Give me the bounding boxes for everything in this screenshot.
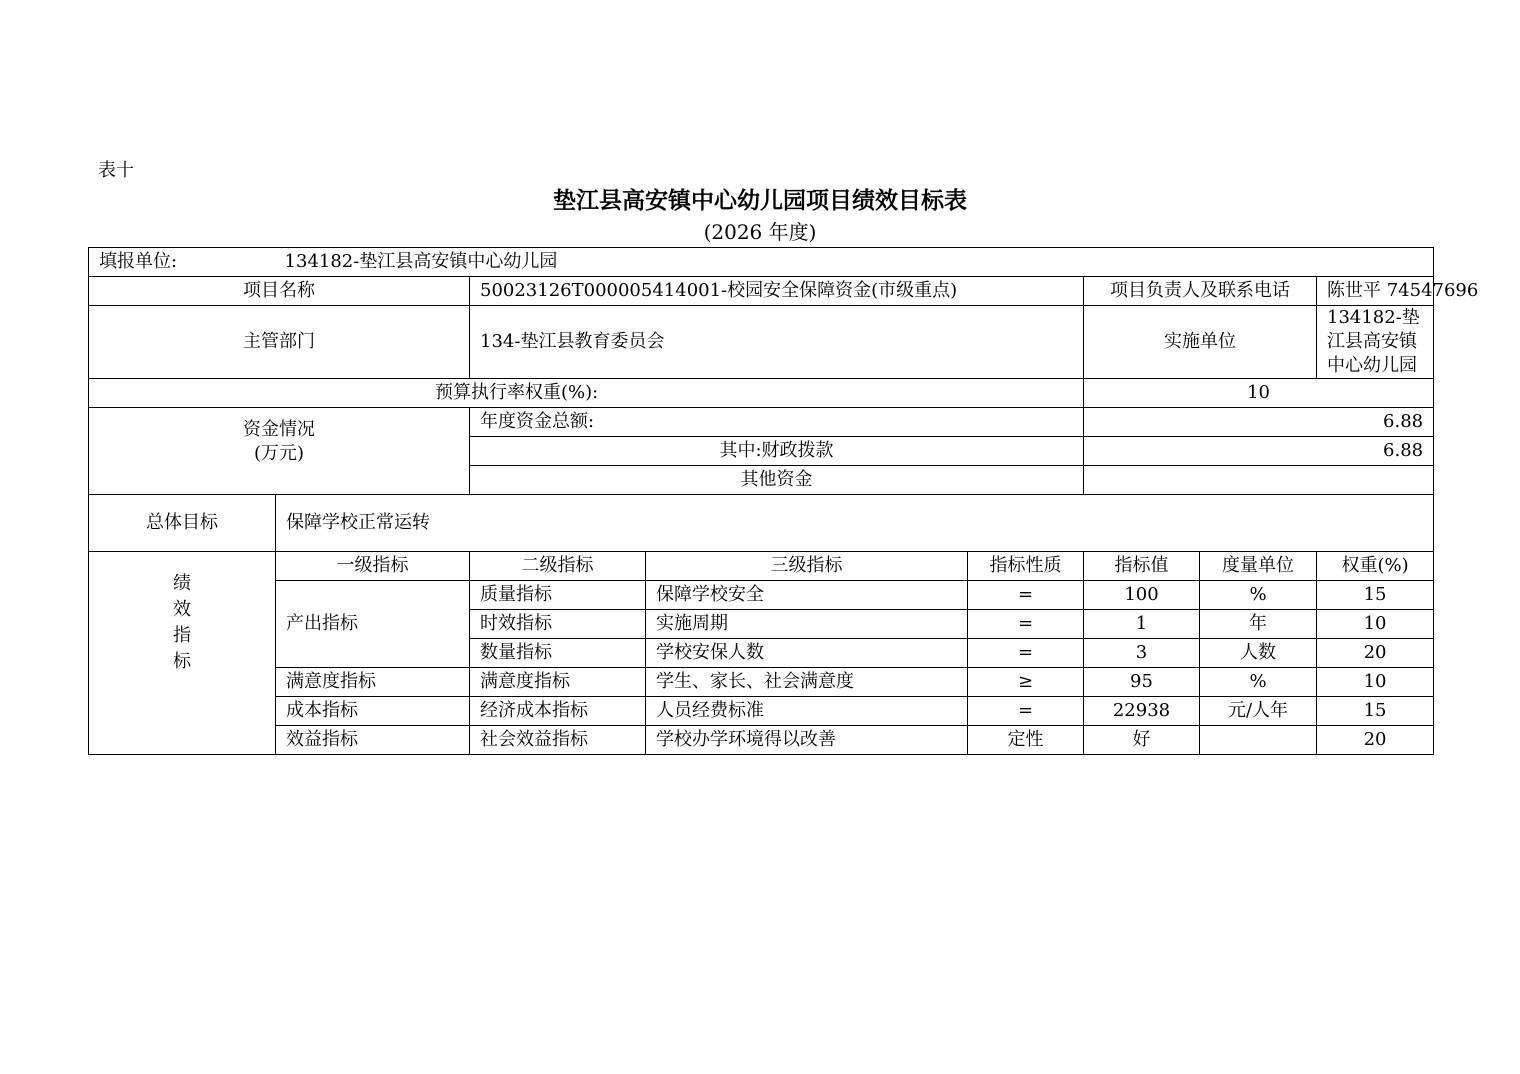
goal-row	[89, 495, 1434, 552]
weight-cell: 20	[1317, 726, 1434, 755]
project-name-value: 50023126T000005414001-校园安全保障资金(市级重点)	[470, 277, 1084, 306]
header-nature: 指标性质	[968, 552, 1084, 581]
funds-total-row	[89, 408, 1434, 437]
side-char: 指	[173, 625, 191, 646]
fill-unit-cell	[89, 248, 1434, 277]
budget-weight-label: 预算执行率权重(%):	[89, 379, 1084, 408]
table-row	[89, 697, 1434, 726]
level3-cell: 人员经费标准	[646, 697, 968, 726]
weight-cell: 15	[1317, 697, 1434, 726]
project-name-label: 项目名称	[89, 277, 470, 306]
table-row	[89, 581, 1434, 610]
contact-label: 项目负责人及联系电话	[1084, 277, 1317, 306]
weight-cell: 10	[1317, 668, 1434, 697]
side-char: 绩	[173, 573, 191, 594]
unit-cell: %	[1200, 581, 1317, 610]
value-cell: 100	[1084, 581, 1200, 610]
weight-cell: 10	[1317, 610, 1434, 639]
unit-cell: %	[1200, 668, 1317, 697]
funds-total-value: 6.88	[1084, 408, 1434, 437]
header-weight: 权重(%)	[1317, 552, 1434, 581]
value-cell: 22938	[1084, 697, 1200, 726]
nature-cell: =	[968, 639, 1084, 668]
level3-cell: 学生、家长、社会满意度	[646, 668, 968, 697]
budget-weight-value: 10	[1084, 379, 1434, 408]
dept-row	[89, 306, 1434, 379]
header-level1: 一级指标	[276, 552, 470, 581]
level3-cell: 实施周期	[646, 610, 968, 639]
funds-fiscal-value: 6.88	[1084, 437, 1434, 466]
header-level3: 三级指标	[646, 552, 968, 581]
nature-cell: =	[968, 697, 1084, 726]
nature-cell: =	[968, 581, 1084, 610]
table-row	[89, 668, 1434, 697]
value-cell: 好	[1084, 726, 1200, 755]
goal-value: 保障学校正常运转	[276, 495, 1434, 552]
funds-total-label: 年度资金总额:	[470, 408, 1084, 437]
funds-label	[89, 408, 470, 495]
nature-cell: =	[968, 610, 1084, 639]
level1-cell: 产出指标	[276, 581, 470, 668]
header-unit: 度量单位	[1200, 552, 1317, 581]
fill-unit-value: 134182-垫江县高安镇中心幼儿园	[284, 251, 558, 272]
table-row	[89, 726, 1434, 755]
nature-cell: 定性	[968, 726, 1084, 755]
level2-cell: 社会效益指标	[470, 726, 646, 755]
level3-cell: 学校安保人数	[646, 639, 968, 668]
value-cell: 1	[1084, 610, 1200, 639]
funds-other-label: 其他资金	[470, 466, 1084, 495]
level2-cell: 数量指标	[470, 639, 646, 668]
fill-unit-row	[89, 248, 1434, 277]
unit-cell: 人数	[1200, 639, 1317, 668]
value-cell: 95	[1084, 668, 1200, 697]
value-cell: 3	[1084, 639, 1200, 668]
indicator-header-row	[89, 552, 1434, 581]
funds-fiscal-label: 其中:财政拨款	[470, 437, 1084, 466]
weight-cell: 20	[1317, 639, 1434, 668]
level1-cell: 效益指标	[276, 726, 470, 755]
level2-cell: 质量指标	[470, 581, 646, 610]
unit-cell: 年	[1200, 610, 1317, 639]
goal-label: 总体目标	[89, 495, 276, 552]
level3-cell: 学校办学环境得以改善	[646, 726, 968, 755]
header-value: 指标值	[1084, 552, 1200, 581]
funds-label-line1: 资金情况	[243, 419, 315, 440]
level1-cell: 成本指标	[276, 697, 470, 726]
unit-cell: 元/人年	[1200, 697, 1317, 726]
dept-label: 主管部门	[89, 306, 470, 379]
budget-weight-row	[89, 379, 1434, 408]
header-level2: 二级指标	[470, 552, 646, 581]
table-number-label: 表十	[98, 160, 134, 181]
impl-label: 实施单位	[1084, 306, 1317, 379]
weight-cell: 15	[1317, 581, 1434, 610]
document-title: 垫江县高安镇中心幼儿园项目绩效目标表	[553, 188, 967, 214]
level2-cell: 满意度指标	[470, 668, 646, 697]
fill-unit-label: 填报单位:	[99, 251, 178, 272]
side-char: 标	[173, 651, 191, 672]
nature-cell: ≥	[968, 668, 1084, 697]
level2-cell: 时效指标	[470, 610, 646, 639]
level3-cell: 保障学校安全	[646, 581, 968, 610]
indicator-side-label	[89, 552, 276, 755]
impl-value: 134182-垫江县高安镇中心幼儿园	[1317, 306, 1434, 379]
side-char: 效	[173, 599, 191, 620]
project-name-row	[89, 277, 1434, 306]
contact-value: 陈世平 74547696	[1317, 277, 1434, 306]
dept-value: 134-垫江县教育委员会	[470, 306, 1084, 379]
funds-label-line2: (万元)	[253, 443, 305, 464]
level2-cell: 经济成本指标	[470, 697, 646, 726]
document-subtitle: (2026 年度)	[703, 220, 817, 244]
level1-cell: 满意度指标	[276, 668, 470, 697]
unit-cell	[1200, 726, 1317, 755]
performance-target-table	[88, 247, 1479, 755]
funds-other-value	[1084, 466, 1434, 495]
